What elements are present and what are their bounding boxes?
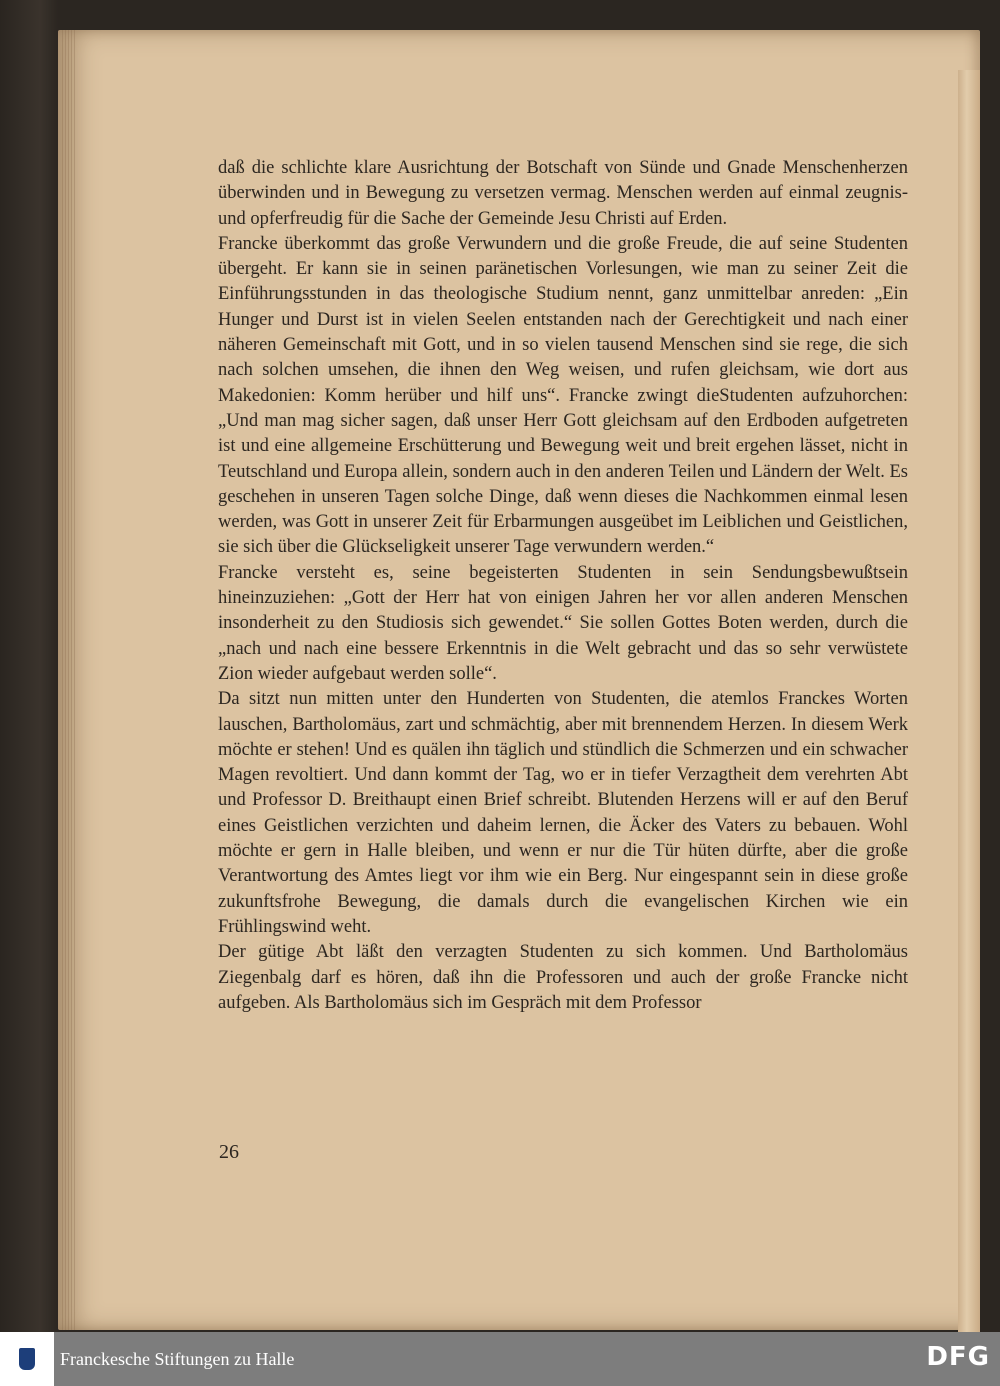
institution-name: Franckesche Stiftungen zu Halle (60, 1348, 295, 1369)
footer-bar (0, 1332, 1000, 1386)
paragraph: daß die schlichte klare Ausrichtung der Botschaft von Sünde und Gnade Menschenherzen überwinden und in Bewegung zu versetzen vermag. Menschen werden auf einmal zeugnis- und opferfreudig für die Sache der Gemeinde Jesu Christi auf Erden. (218, 158, 908, 229)
paragraph: Da sitzt nun mitten unter den Hunderten von Studenten, die atemlos Franckes Worten lauschen, Bartholomäus, zart und schmächtig, aber mit brennendem Herzen. In diesem Werk möchte er stehen! Und es quälen ihn täglich und stündlich die Schmerzen und ein schwacher Magen revoltiert. Und dann kommt der Tag, wo er in tiefer Verzagtheit dem verehrten Abt und Professor D. Breithaupt einen Brief schreibt. Blutenden Herzens will er auf den Beruf eines Geistlichen verzichten und daheim lernen, die Äcker des Vaters zu bebauen. Wohl möchte er gern in Halle bleiben, und wenn er nur die Tür hüten dürfte, aber die große Verantwortung des Amtes liegt vor ihm wie ein Berg. Nur eingespannt sein in diese große zukunftsfrohe Bewegung, die damals durch die evangelischen Kirchen wie ein Frühlingswind weht. (218, 689, 908, 937)
dfg-logo: DFG (926, 1342, 990, 1372)
franckesche-logo (0, 1332, 54, 1386)
body-text (218, 156, 908, 1016)
paragraph: Francke versteht es, seine begeisterten Studenten in sein Sendungsbewußtsein hineinzuziehen: „Gott der Herr hat von einigen Jahren her vor allen anderen Menschen insonderheit zu den Studiosis sich gewendet.“ Sie sollen Gottes Boten werden, durch die „nach und nach eine bessere Erkenntnis in die Welt gebracht und das so sehr verwüstete Zion wieder aufgebaut werden solle“. (218, 562, 908, 684)
paragraph: Francke überkommt das große Verwundern und die große Freude, die auf seine Studenten übergeht. Er kann sie in seinen paränetischen Vorlesungen, wie man zu seiner Zeit die Einführungsstunden in das theologische Studium nennt, ganz unmittelbar anreden: „Ein Hunger und Durst ist in vielen Seelen entstanden nach der Gerechtigkeit und nach einer näheren Gemeinschaft mit Gott, und in so vielen tausend Menschen sind sie rege, die sich nach solchen umsehen, die ihnen den Weg weisen, und rufen gleichsam, wie dort aus Makedonien: Komm herüber und hilf uns“. Francke zwingt dieStudenten aufzuhorchen: „Und man mag sicher sagen, daß unser Herr Gott gleichsam auf den Erdboden aufgetreten ist und eine allgemeine Erschütterung und Bewegung weit und breit ergehen lässet, nicht in Teutschland und Europa allein, sondern auch in den anderen Teilen und Ländern der Welt. Es geschehen in unseren Tagen solche Dinge, daß wenn dieses die Nachkommen einmal lesen werden, was Gott in unserer Zeit für Erbarmungen ausgeübet im Leiblichen und Geistlichen, sie sich über die Glückseligkeit unserer Tage verwundern werden.“ (218, 233, 908, 558)
paragraph: Der gütige Abt läßt den verzagten Studenten zu sich kommen. Und Bartholomäus Ziegenbalg darf es hören, daß ihn die Professoren und auch der große Francke nicht aufgeben. Als Bartholomäus sich im Gespräch mit dem Professor (218, 942, 908, 1013)
emblem-icon (19, 1348, 35, 1370)
page-edge (958, 70, 980, 1332)
page-number: 26 (219, 1141, 239, 1163)
